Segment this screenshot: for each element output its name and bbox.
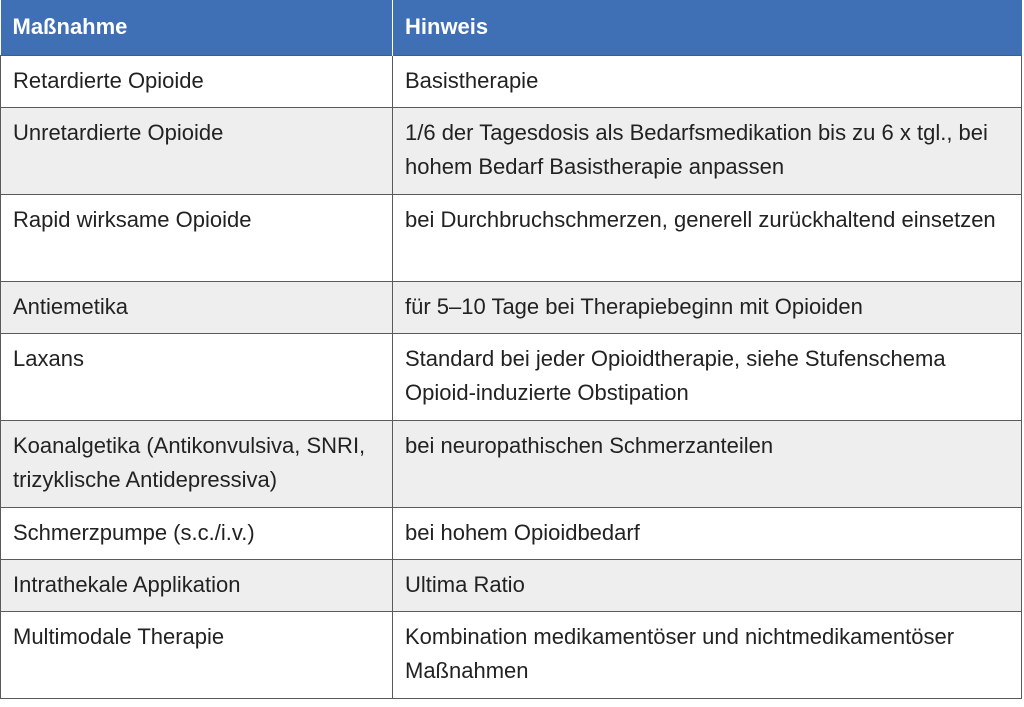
massnahme-cell: Multimodale Therapie <box>1 611 393 698</box>
table-row <box>1 107 1022 194</box>
table-row <box>1 55 1022 107</box>
massnahme-cell: Intrathekale Applikation <box>1 559 393 611</box>
hinweis-cell: Basistherapie <box>393 55 1022 107</box>
table-row <box>1 194 1022 281</box>
massnahme-cell: Schmerzpumpe (s.c./i.v.) <box>1 507 393 559</box>
hinweis-cell: bei Durchbruchschmerzen, generell zurückhaltend einsetzen <box>393 194 1022 281</box>
table-header-row <box>1 0 1022 55</box>
massnahme-cell: Unretardierte Opioide <box>1 107 393 194</box>
hinweis-cell: bei hohem Opioidbedarf <box>393 507 1022 559</box>
table-row <box>1 333 1022 420</box>
hinweis-cell: für 5–10 Tage bei Therapiebeginn mit Opioiden <box>393 281 1022 333</box>
massnahme-cell: Retardierte Opioide <box>1 55 393 107</box>
massnahme-cell: Koanalgetika (Antikonvulsiva, SNRI, trizyklische Antidepressiva) <box>1 420 393 507</box>
hinweis-cell: Standard bei jeder Opioidtherapie, siehe Stufenschema Opioid-induzierte Obstipation <box>393 333 1022 420</box>
table-row <box>1 420 1022 507</box>
table-row <box>1 507 1022 559</box>
hinweis-cell: Ultima Ratio <box>393 559 1022 611</box>
massnahme-cell: Rapid wirksame Opioide <box>1 194 393 281</box>
massnahme-cell: Laxans <box>1 333 393 420</box>
table-row <box>1 281 1022 333</box>
column-header-hinweis: Hinweis <box>393 0 1022 55</box>
table-row <box>1 611 1022 698</box>
massnahme-cell: Antiemetika <box>1 281 393 333</box>
column-header-massnahme: Maßnahme <box>1 0 393 55</box>
hinweis-cell: Kombination medikamentöser und nichtmedikamentöser Maßnahmen <box>393 611 1022 698</box>
table-row <box>1 559 1022 611</box>
hinweis-cell: 1/6 der Tagesdosis als Bedarfsmedikation bis zu 6 x tgl., bei hohem Bedarf Basistherapie anpassen <box>393 107 1022 194</box>
hinweis-cell: bei neuropathischen Schmerzanteilen <box>393 420 1022 507</box>
